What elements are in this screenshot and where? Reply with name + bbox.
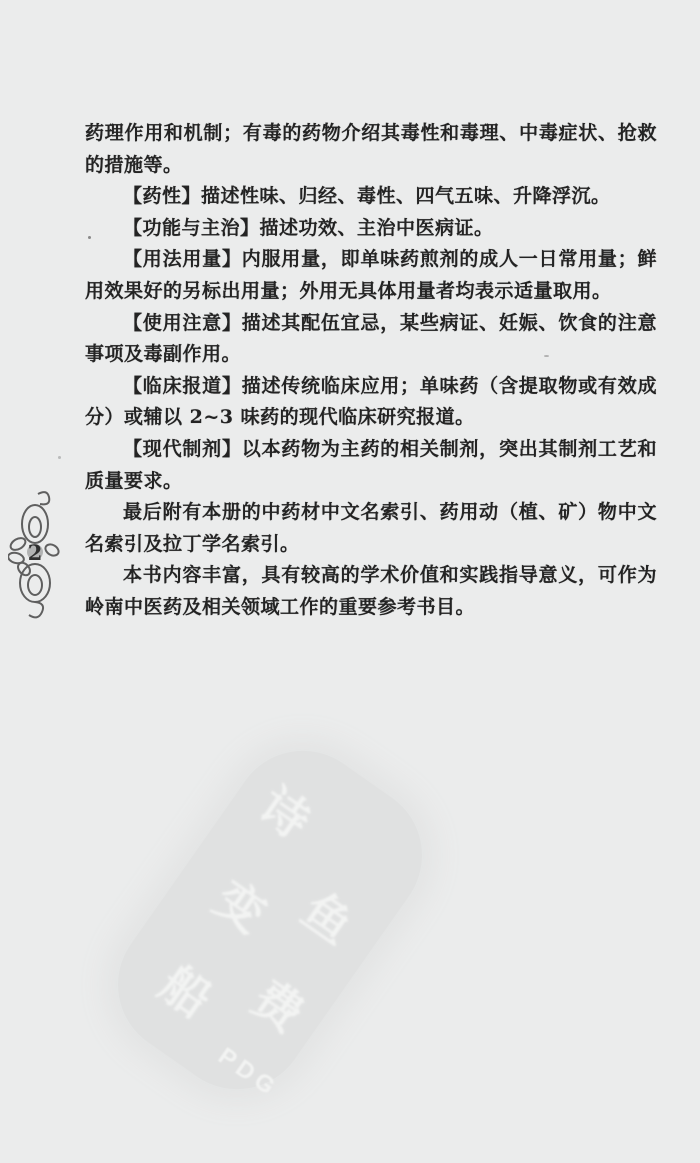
- scan-artifact-dot: [544, 355, 549, 357]
- scan-artifact-dot: [58, 456, 61, 459]
- body-text: [85, 118, 657, 624]
- paragraph: [85, 560, 657, 623]
- paragraph: [85, 497, 657, 560]
- body-line: 【药性】描述性味、归经、毒性、四气五味、升降浮沉。: [123, 185, 611, 208]
- body-line: 药理作用和机制；有毒的药物介绍其毒性和毒理、中毒症状、抢救: [85, 122, 657, 144]
- body-line: 岭南中医药及相关领域工作的重要参考书目。: [85, 595, 476, 618]
- body-line: 的措施等。: [85, 153, 183, 176]
- watermark-pdg-label: PDG: [213, 1042, 284, 1104]
- body-line: 名索引及拉丁学名索引。: [85, 532, 300, 555]
- body-line: 【用法用量】内服用量，即单味药煎剂的成人一日常用量；鲜: [123, 248, 657, 271]
- ornament-bottom-curl: [29, 602, 43, 617]
- body-line: 本书内容丰富，具有较高的学术价值和实践指导意义，可作为: [123, 564, 657, 587]
- watermark-seal-glyph: 鱼: [291, 881, 364, 955]
- library-watermark-stamp: [91, 723, 450, 1116]
- page-number-ornament: [8, 488, 60, 623]
- body-line: 最后附有本册的中药材中文名索引、药用动（植、矿）物中文: [123, 501, 657, 524]
- paragraph: [85, 371, 657, 434]
- scan-artifact-dot: [88, 236, 91, 239]
- watermark-seal-glyph: 费: [242, 969, 314, 1044]
- page-number: 2: [27, 540, 43, 565]
- body-line: 【现代制剂】以本药物为主药的相关制剂，突出其制剂工艺和: [123, 437, 657, 460]
- watermark-seal-glyph: 诗: [248, 776, 321, 851]
- paragraph: [85, 308, 657, 371]
- body-line: 【使用注意】描述其配伍宜忌，某些病证、妊娠、饮食的注意: [123, 311, 657, 334]
- paragraph: [85, 244, 657, 307]
- ornament-top-curl: [38, 492, 49, 504]
- paragraph: [85, 213, 657, 245]
- body-line: 事项及毒副作用。: [85, 343, 242, 366]
- paragraph: [85, 118, 657, 181]
- paragraph: [85, 181, 657, 213]
- body-line: 用效果好的另标出用量；外用无具体用量者均表示适量取用。: [85, 279, 612, 302]
- body-line: 【临床报道】描述传统临床应用；单味药（含提取物或有效成: [123, 374, 657, 397]
- body-line: 质量要求。: [85, 469, 183, 492]
- paragraph: [85, 434, 657, 497]
- watermark-seal-glyph: 变: [204, 870, 276, 944]
- body-line: 【功能与主治】描述功效、主治中医病证。: [123, 216, 494, 239]
- watermark-seal-glyph: 船: [149, 955, 222, 1029]
- body-line: 分）或辅以 2~3 味药的现代临床研究报道。: [85, 406, 475, 429]
